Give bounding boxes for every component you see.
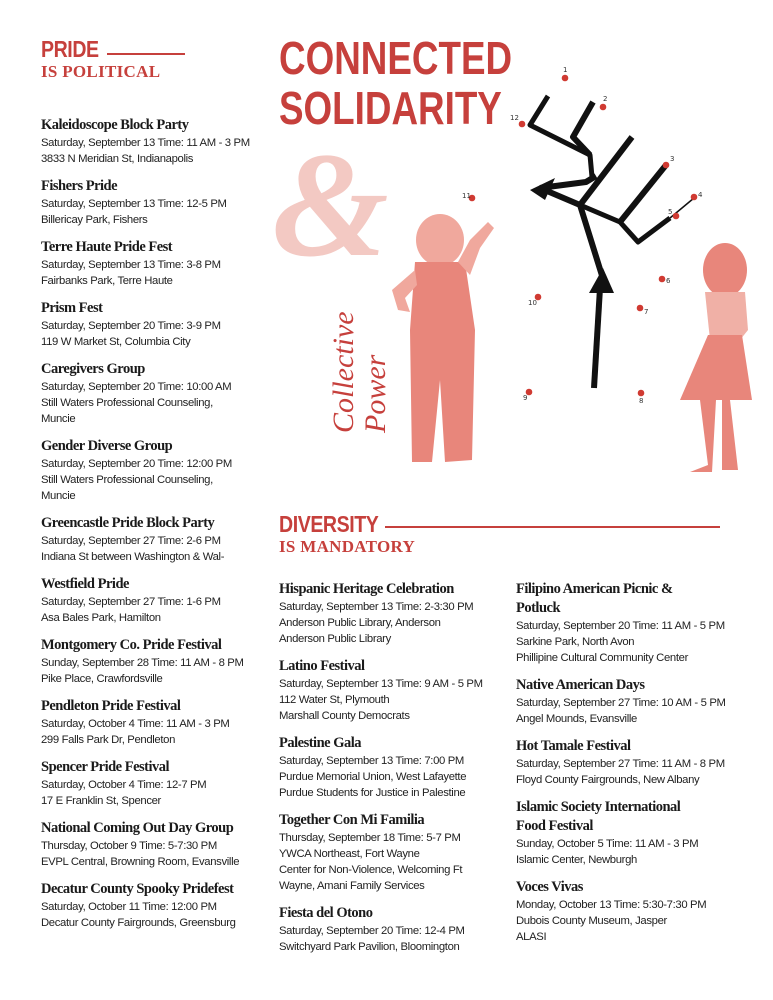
event-item [516,580,746,666]
event-title: Voces Vivas [516,879,583,895]
event-title: Greencastle Pride Block Party [41,515,215,531]
event-datetime: Saturday, October 4 Time: 12-7 PM [41,779,207,791]
event-location: Pike Place, Crawfordsville [41,673,163,685]
event-datetime: Saturday, September 13 Time: 12-5 PM [41,198,227,210]
dot-number: 6 [666,277,671,285]
event-title: Fiesta del Otono [279,905,373,921]
event-title: Caregivers Group [41,361,145,377]
fist-tree-drawing [530,96,694,388]
dot-marker [637,305,644,312]
event-location: Decatur County Fairgrounds, Greensburg [41,917,236,929]
event-datetime: Saturday, September 20 Time: 10:00 AM [41,381,232,393]
dot-number: 7 [644,308,649,316]
pride-subheading: IS POLITICAL [41,62,161,81]
event-datetime: Sunday, September 28 Time: 11 AM - 8 PM [41,657,244,669]
event-datetime: Saturday, September 20 Time: 3-9 PM [41,320,221,332]
diversity-subheading: IS MANDATORY [279,537,416,556]
event-location: Fairbanks Park, Terre Haute [41,275,173,287]
event-title: Fishers Pride [41,178,118,194]
event-location: Muncie [41,413,76,425]
diversity-events-list-b [516,580,746,955]
event-item [516,878,746,945]
event-location: Phillipine Cultural Community Center [516,652,688,664]
subtitle-line2: Power [359,354,392,433]
event-location: Dubois County Museum, Jasper [516,915,667,927]
child-watching-figure [680,243,752,472]
pride-heading: PRIDE [41,36,99,62]
event-item [279,580,509,647]
event-location: Still Waters Professional Counseling, [41,397,213,409]
dot-marker [659,276,666,283]
event-title: Hot Tamale Festival [516,738,631,754]
event-title: Pendleton Pride Festival [41,698,181,714]
dot-marker [691,194,698,201]
event-location: 3833 N Meridian St, Indianapolis [41,153,194,165]
dot-number: 11 [462,192,471,200]
dot-marker [638,390,645,397]
event-location: Center for Non-Violence, Welcoming Ft [279,864,463,876]
event-location: Still Waters Professional Counseling, [41,474,213,486]
event-title: Terre Haute Pride Fest [41,239,173,255]
event-location: 119 W Market St, Columbia City [41,336,191,348]
event-location: Anderson Public Library, Anderson [279,617,441,629]
event-location: Purdue Memorial Union, West Lafayette [279,771,467,783]
event-datetime: Sunday, October 5 Time: 11 AM - 3 PM [516,838,699,850]
event-location: Wayne, Amani Family Services [279,880,425,892]
child-pointing-figure [392,214,494,462]
event-location: Angel Mounds, Evansville [516,713,637,725]
event-title: Prism Fest [41,300,103,316]
feature-title-line1: CONNECTED [279,32,513,84]
dot-marker [562,75,569,82]
event-datetime: Saturday, September 13 Time: 9 AM - 5 PM [279,678,483,690]
dot-number: 4 [698,191,703,199]
event-title: Native American Days [516,677,645,693]
event-title: National Coming Out Day Group [41,820,234,836]
event-title: Montgomery Co. Pride Festival [41,637,222,653]
event-datetime: Saturday, September 13 Time: 7:00 PM [279,755,464,767]
event-location: Marshall County Democrats [279,710,410,722]
event-item [279,657,509,724]
event-item [279,904,509,955]
dot-number: 2 [603,95,608,103]
dot-number: 12 [510,114,519,122]
event-title: Together Con Mi Familia [279,812,425,828]
event-title: Filipino American Picnic & Potluck [516,581,673,616]
diversity-events-list-a [279,580,509,965]
event-datetime: Saturday, September 13 Time: 3-8 PM [41,259,221,271]
event-location: YWCA Northeast, Fort Wayne [279,848,420,860]
dot-number: 8 [639,397,644,405]
event-item [279,734,509,801]
event-location: Asa Bales Park, Hamilton [41,612,161,624]
event-item [516,676,746,727]
event-title: Westfield Pride [41,576,129,592]
event-location: Purdue Students for Justice in Palestine [279,787,466,799]
event-datetime: Saturday, September 27 Time: 11 AM - 8 PM [516,758,725,770]
event-datetime: Saturday, September 13 Time: 2-3:30 PM [279,601,474,613]
feature-title-line2: SOLIDARITY [279,82,502,134]
event-location: EVPL Central, Browning Room, Evansville [41,856,240,868]
dot-number: 10 [528,299,537,307]
arrowhead-shape [589,268,614,293]
event-location: Sarkine Park, North Avon [516,636,635,648]
event-datetime: Thursday, October 9 Time: 5-7:30 PM [41,840,217,852]
dot-marker [519,121,526,128]
event-datetime: Saturday, October 11 Time: 12:00 PM [41,901,217,913]
event-datetime: Saturday, September 20 Time: 12:00 PM [41,458,232,470]
event-datetime: Saturday, October 4 Time: 11 AM - 3 PM [41,718,230,730]
event-location: 112 Water St, Plymouth [279,694,390,706]
dot-number: 5 [668,208,673,216]
dot-marker [600,104,607,111]
event-title: Palestine Gala [279,735,362,751]
event-location: Muncie [41,490,76,502]
dot-number: 3 [670,155,675,163]
event-location: Billericay Park, Fishers [41,214,148,226]
event-location: Floyd County Fairgrounds, New Albany [516,774,700,786]
diversity-heading: DIVERSITY [279,511,379,537]
event-location: Switchyard Park Pavilion, Bloomington [279,941,460,953]
event-datetime: Saturday, September 27 Time: 10 AM - 5 PM [516,697,726,709]
event-location: ALASI [516,931,547,943]
event-title: Islamic Society International Food Festival [516,799,681,834]
event-datetime: Thursday, September 18 Time: 5-7 PM [279,832,461,844]
event-datetime: Monday, October 13 Time: 5:30-7:30 PM [516,899,707,911]
dot-number: 1 [563,66,568,74]
event-location: Islamic Center, Newburgh [516,854,637,866]
event-title: Kaleidoscope Block Party [41,117,189,133]
event-datetime: Saturday, September 13 Time: 11 AM - 3 PM [41,137,250,149]
event-location: 17 E Franklin St, Spencer [41,795,161,807]
event-location: Indiana St between Washington & Wal- [41,551,225,563]
dot-marker [673,213,680,220]
event-title: Hispanic Heritage Celebration [279,581,454,597]
event-location: Anderson Public Library [279,633,391,645]
event-datetime: Saturday, September 20 Time: 11 AM - 5 PM [516,620,725,632]
event-location: 299 Falls Park Dr, Pendleton [41,734,175,746]
event-item [516,798,746,868]
event-title: Spencer Pride Festival [41,759,170,775]
event-item [516,737,746,788]
diversity-heading-rule [385,526,720,528]
dot-number: 9 [523,394,528,402]
event-datetime: Saturday, September 27 Time: 1-6 PM [41,596,221,608]
event-title: Latino Festival [279,658,365,674]
subtitle-line1: Collective [327,311,360,433]
event-datetime: Saturday, September 20 Time: 12-4 PM [279,925,465,937]
event-title: Decatur County Spooky Pridefest [41,881,234,897]
event-datetime: Saturday, September 27 Time: 2-6 PM [41,535,221,547]
event-item [279,811,509,894]
event-title: Gender Diverse Group [41,438,173,454]
dot-marker [663,162,670,169]
ampersand-graphic: & [272,122,389,288]
